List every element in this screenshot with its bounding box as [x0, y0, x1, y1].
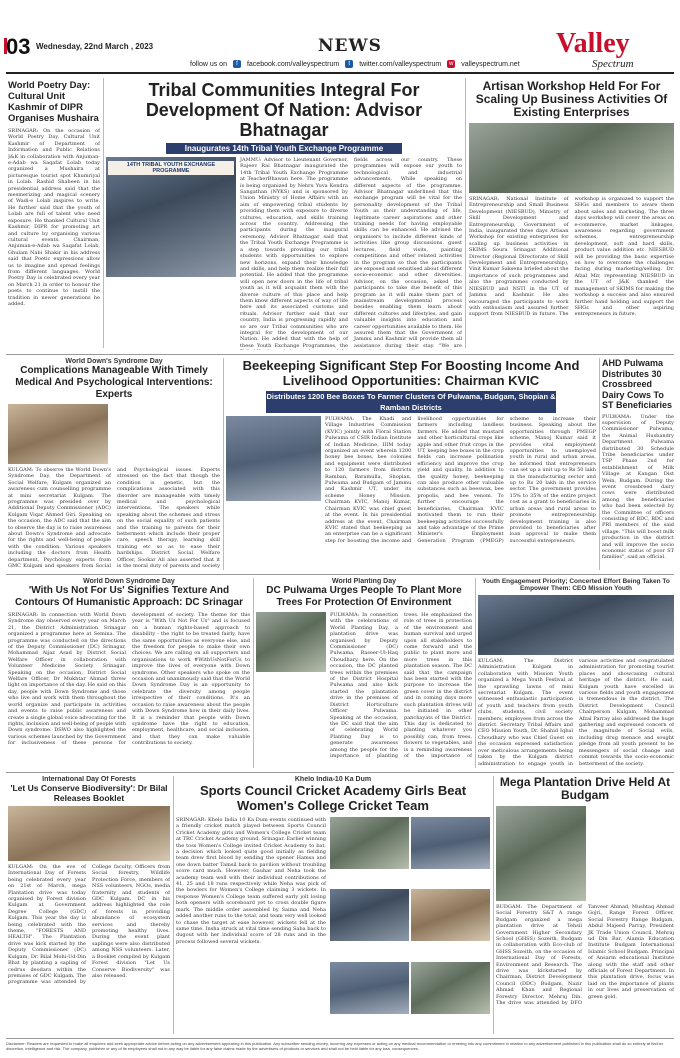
- body: KULGAM: On the eve of International Day of Forests being celebrated every year on 21st of March, mega Plantation drive was today organised by Forest division Kulgam at Government Degree College (GDC) Kulgam. This year the day is being celebrated with the theme, "FORESTS AND HEALTH". The Plantation drive was kick started by the Deputy Commissioner (DC) Kulgam, Dr. Bilal Mohi-Ud-Din Bhat by planting a sapling of cedrus deodara within the premises of GDC Kulgam. The programme was attended by College faculty, Officers from Social forestry, Wildlife Protection Force, members of NSS volunteers, NGOs, media fraternity and students of GDC Kulgam. DC in his address highlighted the role of forests in providing abundance of ecosystem services and thereby promoting healthy lives. During the event plant saplings were also distributed among NSS volunteers. Later, a Booklet compiled by Kulgam Forest division "Let Us Conserve Biodiversity" was also released.: [8, 864, 170, 986]
- disclaimer: Disclaimer: Readers are requested to make all enquiries and seek appropriate advice before acting on any advertisement appearing in this publication. Any subscriber sending money, incurring any expenses or acting on any medical recommendation or entering into any commitment in relation to any advertisement published in this publication shall do so entirely at his/her discretion, intelligence and risk. The company, publisher or any of its employees shall not in any way be liable for any false claims made by the advertisers of products or services and shall not be held liable for any loss, consequences.: [6, 1038, 674, 1051]
- photo-ceremony: [106, 157, 236, 277]
- article-cricket: [176, 776, 490, 1034]
- twitter-icon: t: [345, 60, 353, 68]
- body: KULGAM: To observe the World Down's Syndrome Day, the Department of Social Welfare, Kulgam organized an awareness cum counselling programme at mini secretariat Kulgam. The programme was presided over by Additional Deputy Commissioner (ADC) Kulgam Viqar Ahmed Giri. Speaking on the occasion, the ADC said that the aim to observe the day is to raise awareness about Down's Syndrome and advocate for the rights and well-being of people with the condition. Various speakers including the doctors from Health department, Psychology experts from GMC Kulgam and speakers from Social and Psychological issues. Experts stressed on the fact that though the condition is genetic, but the complications associated with this disorder are manageable with timely medical and psychological interventions. The speakers while speaking about the schemes and stress on the social equality of such patients and the training to parents for their betterment which include their proper care, speech therapy, learning skill training etc so as to ease their hardships. District Social Welfare Officer, Sookar Ali also asserted that it is the moral duty of parents and society: [8, 467, 220, 570]
- photo-cricket-4: [411, 889, 490, 941]
- logo: [556, 30, 672, 70]
- headline: World Poetry Day: Cultural Unit Kashmir of DIPR Organises Mushaira: [8, 80, 99, 124]
- body: SRINAGAR: National Institute of Entrepreneurship and Small Business Development (NIESBUD), Ministry of Skill Development and Entrepreneurship, Government of India, inaugurated three days Artisan Workshop for existing enterprises for scaling up business activities in SKIMS Soura Srinagar. Additional Director (Regional Directorate of Skill Development and Entrepreneurship), Vinit Kumar Saksena briefed about the importance of such programmes and also the programmes conducted by NIESBUD and NSTI in the UT of Jammu and Kashmir. He also encouraged the participants to work with enthusiasm and assured further support from NIESBUD in future. The workshop is organized to support the SHGs and members to aware them about sales and marketing. The three days workshop will cover the areas on e-commerce, market linkages, awareness regarding government schemes, entrepreneurship development, soft and hard skills, product value addition etc. NIESBUD will be providing the basic expertise on how to overcome the challenges facing during marketing/selling. Dr. Afzal Mir, representing NIESBUD in the UT of J&K thanked the management of SKIMS for making the workshop a success and also ensured further hand holding and support the SHGs and other aspiring entrepreneurs in future.: [469, 196, 674, 318]
- twitter-link[interactable]: twitter.com/valleyspectrum: [359, 60, 442, 68]
- kicker: World Planting Day: [331, 578, 397, 585]
- article-dsd: [8, 578, 250, 768]
- photo-booklet: [8, 806, 170, 861]
- photo-cricket-6: [411, 962, 490, 1014]
- headline: Complications Manageable With Timely Medical And Psychological Interventions: Experts: [15, 365, 213, 400]
- photo-plantation-drive: [496, 806, 586, 901]
- photo-workshop: [469, 123, 674, 193]
- kicker: Youth Engagement Priority; Concerted Effort Being Taken To Empower Them: CEO Mission Youth: [482, 578, 670, 592]
- article-bio: [8, 776, 170, 1034]
- article-downs: [8, 358, 220, 570]
- body-part: JAMMU: Advisor to Lieutenant Governor, Rajeev Rai Bhatnagar inaugurated the 14th Tribal Youth Exchange Programme at TeacherBhawan here. The programme is being organized by Nehru Yuva Kendra Sangathan (NYKS) and is sponsored by Union Ministry of Home Affairs with an aim of empowering tribal students by providing them with exposure to diverse cultures, education, and skills training across the country. Addressing the participants during the inaugural ceremony, Advisor Bhatnagar said that the Tribal Youth Exchange Programme is a step towards providing our tribal students with opportunities to explore new horizons, expand their knowledge and skills, and help them realize their full potential. He added that the programme will open new doors in the life of tribal youth as it will acquaint them with the diverse culture of this place and help them know different aspects of way of life here and its associated customs and rituals. Advisor further said that our country, India is progressing rapidly and so are our Tribal communities who are integral for the development of our Nation. He added that with the help of these Youth Exchange Programmes, the fields across our country. These programmes will expose our youth to technological and industrial advancements. While speaking on different aspects of the programme, Advisor Bhatnagar underlined that this exchange program will be vital for the personality development of the Tribal Youth as their understanding of life, legitimate career aspirations and other training needs for having employable skills can be enhanced. He advised the organisers to include different kinds of activities like group discussions, guest lectures, field visits, painting competitions and other related activities in the program so that the participants are exposed and sensitised about different socio-economic and other diversities. Advisor, on the occasion, asked the participants to take due benefit of this program as it will make them part of mainstream developmental process besides enabling them learn about different cultures and lifestyles, and gain valuable insights into education and career opportunities available to them. He assured them that the Government of Jammu and Kashmir will provide them all assistance during their stay. "We are: [240, 157, 462, 349]
- issue-date: Wednesday, 22nd March , 2023: [36, 42, 154, 51]
- photo-programme: [8, 404, 108, 464]
- photo-cricket-1: [330, 817, 409, 869]
- kicker: World Down's Syndrome Day: [65, 358, 163, 365]
- body: BUDGAM: The Department of Social Forestry S&T A range Budgam organized a mega plantation drive at Tehsil Government Higher Secondary School (GHSS) Sozeith, Budgam in collaboration with Eco-club of GHSS Sozeith, on the occasion of International Day of Forests, Environment and Research. The drive was kickstarted by Chairman, District Development Council (DDC) Budgam, Nazir Ahmad Khan and Regional Forestry Director, Mehraj Din. The drive was attended by DFO Tanveer Ahmad, Mushtaq Ahmad Gojri, Range Forest Officer, Social Forestry Range Budgam, Abdul Majeed Parray, President JK Trade Union Council, Mehraj ud Din Bar, Alamia Education Institute Budgam International Islamic School Budgam. Principal of Ansarm educational Institute along with the staff and other officials of Forest Department. In this plantation drive, focus was laid on the importance of plants in our lives and preservation of green gold.: [496, 904, 674, 1007]
- subhead-band: Inaugurates 14th Tribal Youth Exchange Programme: [166, 143, 402, 154]
- follow-label: follow us on: [190, 60, 227, 68]
- photo-plantation: [256, 612, 326, 672]
- photo-cricket-5: [330, 962, 409, 1014]
- headline: 'With Us Not For Us' Signifies Texture And Contours Of Humanistic Approach: DC Srinagar: [15, 585, 243, 608]
- masthead: [0, 0, 680, 72]
- social-links: [190, 60, 520, 68]
- body: SRINAGAR: In connection with World Down Syndrome day observed every year on March 21, the District Administration Srinagar organized a programme here at Semina. The programme was conducted on the directions of the Deputy Commissioner (DC) Srinagar, Mohammad Aijaz Asad by District Social Welfare Officer in collaboration with Volunteer Medicine Society Srinagar. Speaking on the occasion, District Social Welfare Officer, Dr Mukhtar Ahmad threw light on importance of the day. He said on this day, people with Down Syndrome and those who live and work with them throughout the world organize and participate in activities and events to raise public awareness and create a single global voice advocating for the rights, inclusion and well-being of people with Down syndrome. DSWO also highlighted the various schemes launched by the Government for inclusiveness of these persons for development of society. The theme for this year is "With Us Not For Us" and is focused on a human rights-based approach to disability - the right to be treated fairly, have the same opportunities as everyone else, and the freedom for people to make their own choices. We are calling on all supporters and organisations to work #WithUsNotForUs to improve the lives of everyone with Down syndrome. Other speakers who spoke on the occasion and unanimously said that the World Down Syndrome Day is an opportunity to celebrate the diversity among people irrespective of their conditions. It's an occasion to raise awareness about the people with Down Syndrome how in their daily lives. It is a reminder that people with Down syndrome have the right to education, employment, healthcare, and social inclusion, and that they can make valuable contributions to society.: [8, 612, 250, 747]
- photo-festival: [478, 595, 674, 655]
- kicker: World Down Syndrome Day: [83, 578, 175, 585]
- headline: Tribal Communities Integral For Development Of Nation: Advisor Bhatnagar: [145, 80, 423, 140]
- body: SRINAGAR: Khelo India 10 Ka Dum events continued with a friendly cricket match played between Sports Council Cricket Academy girls and Women's College Cricket team at TRC Cricket Academy ground, Srinagar. Earlier winning the toss Women's College invited Cricket Academy to bat, a decision which looked quite good initially as fielding team drew first blood by sending the opener Hamsa and one down batter Tamsil back to pavilion without troubling score card much. However, Gauhar and Neha took the academy team well with their individual contributions of 41, 25 and 18 runs respectively while Neha was pick of the bowlers for Women's College claiming 3 wickets. In response Women's College team suffered early jolt losing both openers with scoreboard yet to cross double figure mark. The middle order assembled by Saima and Neha added another runs to the total, and team very well looked to chase the target at ease however, wickets fell at the same time. Insha struck at vital time sending Saba back to dugout with her individual score of 28 runs and in the process followed several wickets.: [176, 817, 326, 945]
- headline: Artisan Workshop Held For For Scaling Up Business Activities Of Existing Enterprises: [475, 80, 668, 119]
- web-link[interactable]: valleyspectrum.net: [461, 60, 520, 68]
- article-bee: [226, 358, 596, 570]
- banner-text: 14TH TRIBAL YOUTH EXCHANGE PROGRAMME: [108, 161, 234, 175]
- body: KULGAM: The District Administration Kulgam in collaboration with Mission Youth organized a Mega Youth Festival at the sprawling lawns of mini secretariat Kulgam. The event witnessed enthusiastic participation of youth and teachers from youth clubs, students, civil society members, employees from across the district. Secretary Tribal Affairs and CEO Mission Youth, Dr. Shahid Iqbal Choudhary who was Chief Guest on the occasion expressed satisfaction over meticulous arrangements being taken by the Kulgam district administration to engage youth in various activities and congratulated administration for promoting tourist places and showcasing cultural heritage of the district. He said, Kulgam youth have excelled in various fields and youth engagement is tremendous in the district. The District Development Council Chairperson Kulgam, Mohammad Afzal Parray also addressed the huge gathering and expressed concern of the magnitude of Social evils, including drug menace and sought pledge from all youth present to be messengers of social change and commit towards the socio-economic betterment of the society.: [478, 658, 674, 767]
- photo-cricket-3: [330, 889, 409, 941]
- facebook-icon: f: [233, 60, 241, 68]
- photo-beeboxes: [226, 416, 321, 501]
- body: PULWAMA: In connection with the celebrations of World Planting Day, a plantation drive was organised by Deputy Commissioner (DC) Pulwama, Baseer-Ul-Haq Choudhary, here. On the occasion, the DC planted trees within the premises of the District Hospital Pulwama and also kick started the plantation drive in the premises of District Horticulture Officer Pulwama. Speaking at the occasion, the DC said that the aim of celebrating World Planting Day is to generate awareness among the people for the importance of planting trees. He emphasized the role of trees in protection of the environment and human survival and urged upon all stakeholders to come forward and the public to plant more and more trees in this plantation season. The DC said that the campaign has been started with the purpose to increase the green cover in the district and in coming days more such plantation drives will be initiated in other panchayats of the District. This day is dedicated to planting whatever you possibly can, from trees, flowers to vegetables, and is a reminding awareness of the importance of: [330, 612, 472, 759]
- article-ahd: [602, 358, 674, 570]
- facebook-link[interactable]: facebook.com/valleyspectrum: [246, 60, 340, 68]
- headline: Beekeeping Significant Step For Boosting Income And Livelihood Opportunities: Chairman KVIC: [242, 358, 580, 388]
- kicker: Khelo India-10 Ka Dum: [294, 776, 372, 783]
- body: PULWAMA: The Khadi and Village Industries Commission (KVIC) jointly with Floral Station Pulwama of CSIR Indian Institute of Indian Medicine, IIIM today organized an event wherein 1200 honey bee boxes, bee colonies and equipment were distributed to 120 farmers from districts Ramban, Baramulla, Shopian, Pulwama and Budgam of Jammu and Kashmir UT, under its scheme Honey Mission. Chairman KVIC, Manoj Kumar, Chairman KVIC was chief guest at the event. In his presidential address at the event, Chairman KVIC stated that beekeeping as an enterprise can be a significant step for boosting the income and livelihood opportunities for farmers including landless farmers. He added that mustard and other horticultural crops like apple and other fruit crops in the UT, keeping bee boxes in the crop fields can increase pollination efficiency and improve the crop yield and quality. In addition to the quality honey, beekeeping can also produce other valuable substances such as beeswax, bee propolis, and bee venom. To further encourage the beneficiaries, Chairman KVIC motivated them to run their beekeeping activities successfully and take advantage of the Prime Minister's Employment Generation Program (PMEGP) scheme to increase their business. Speaking about the opportunities through PMEGP scheme, Manoj Kumar said it provides vital employment opportunities to unemployed youth in rural and urban areas, he informed that entrepreneurs can set up a unit up to Rs 50 lakh in the manufacturing sector and up to Rs 20 lakh in the service sector. The government provides 15% to 35% of the entire project cost as a grant to beneficiaries in urban areas and rural areas to promote entrepreneurship development training is also provided to beneficiaries after loan approval to make them successful entrepreneurs.: [325, 416, 596, 544]
- logo-sub: Spectrum: [592, 58, 634, 70]
- body: SRINAGAR: On the occasion of World Poetry Day, Cultural Unit Kashmir of Department of Information and Public Relations J&K in collaboration with Anjuman-e-Adab wa Saqafat Lolab today organized a Mushaira at picturesque tourist spot Khumriyal in Lolab. Rashid Shaheen in his presidential address said that the mesmerizing and magical scenery of Wadi-e Lolab inspires to write. He further said that the youth of Lolab are full of talent who need exposure. He thanked Cultural Unit Kashmir, DIPR for promoting art and culture by organising various cultural events. Chairman, Anjuman-e-Adab wa Saqafat Lolab, Ghulam Nabi Shakir in his address said that Poetic expressions allow us to imagine and spread feelings from different languages. World Poetry Day is celebrated every year on March 21 in order to honour the poets to continue to instill the tradition in newer generations he added.: [8, 128, 100, 307]
- headline: DC Pulwama Urges People To Plant More Trees For Protection Of Environment: [266, 585, 462, 608]
- web-icon: w: [449, 61, 454, 67]
- body: PULWAMA: Under the supervision of Deputy Commissioner Pulwama, the Animal Husbandry Department Pulwama distributed 30 Schedule Tribe beneficiaries under TSP Phase 2nd for establishment of Milk Village at Kangan Dist Wein, Budgam. During the event crossbreed dairy cows were distributed among the beneficiaries who had been selected by the Committee of officers consisting of BDC, BDC and PRI members of the said village. "This will boost milk production in the district and will improve the socio economic status of poor ST families", said an official.: [602, 413, 674, 561]
- article-tribal: [106, 80, 462, 350]
- article-mega: [496, 776, 674, 1034]
- article-artisan: [469, 80, 674, 350]
- subhead-band: Distributes 1200 Bee Boxes To Farmer Clusters Of Pulwama, Budgam, Shopian & Ramban Districts: [266, 392, 556, 412]
- kicker: International Day Of Forests: [42, 776, 136, 783]
- headline: Sports Council Cricket Academy Girls Beat Women's College Cricket Team: [199, 783, 467, 813]
- article-poetry: [8, 80, 100, 350]
- photo-cricket-2: [411, 817, 490, 869]
- article-youth: [478, 578, 674, 768]
- logo-main: Valley: [556, 28, 630, 59]
- headline: 'Let Us Conserve Biodiversity': Dr Bilal Releases Booklet: [10, 783, 168, 803]
- article-plant: [256, 578, 472, 768]
- headline: Mega Plantation Drive Held At Budgam: [499, 776, 671, 802]
- page-number: 03: [6, 34, 31, 59]
- headline: AHD Pulwama Distributes 30 Crossbreed Dairy Cows To ST Beneficiaries: [602, 358, 673, 410]
- section-title: NEWS: [318, 36, 382, 56]
